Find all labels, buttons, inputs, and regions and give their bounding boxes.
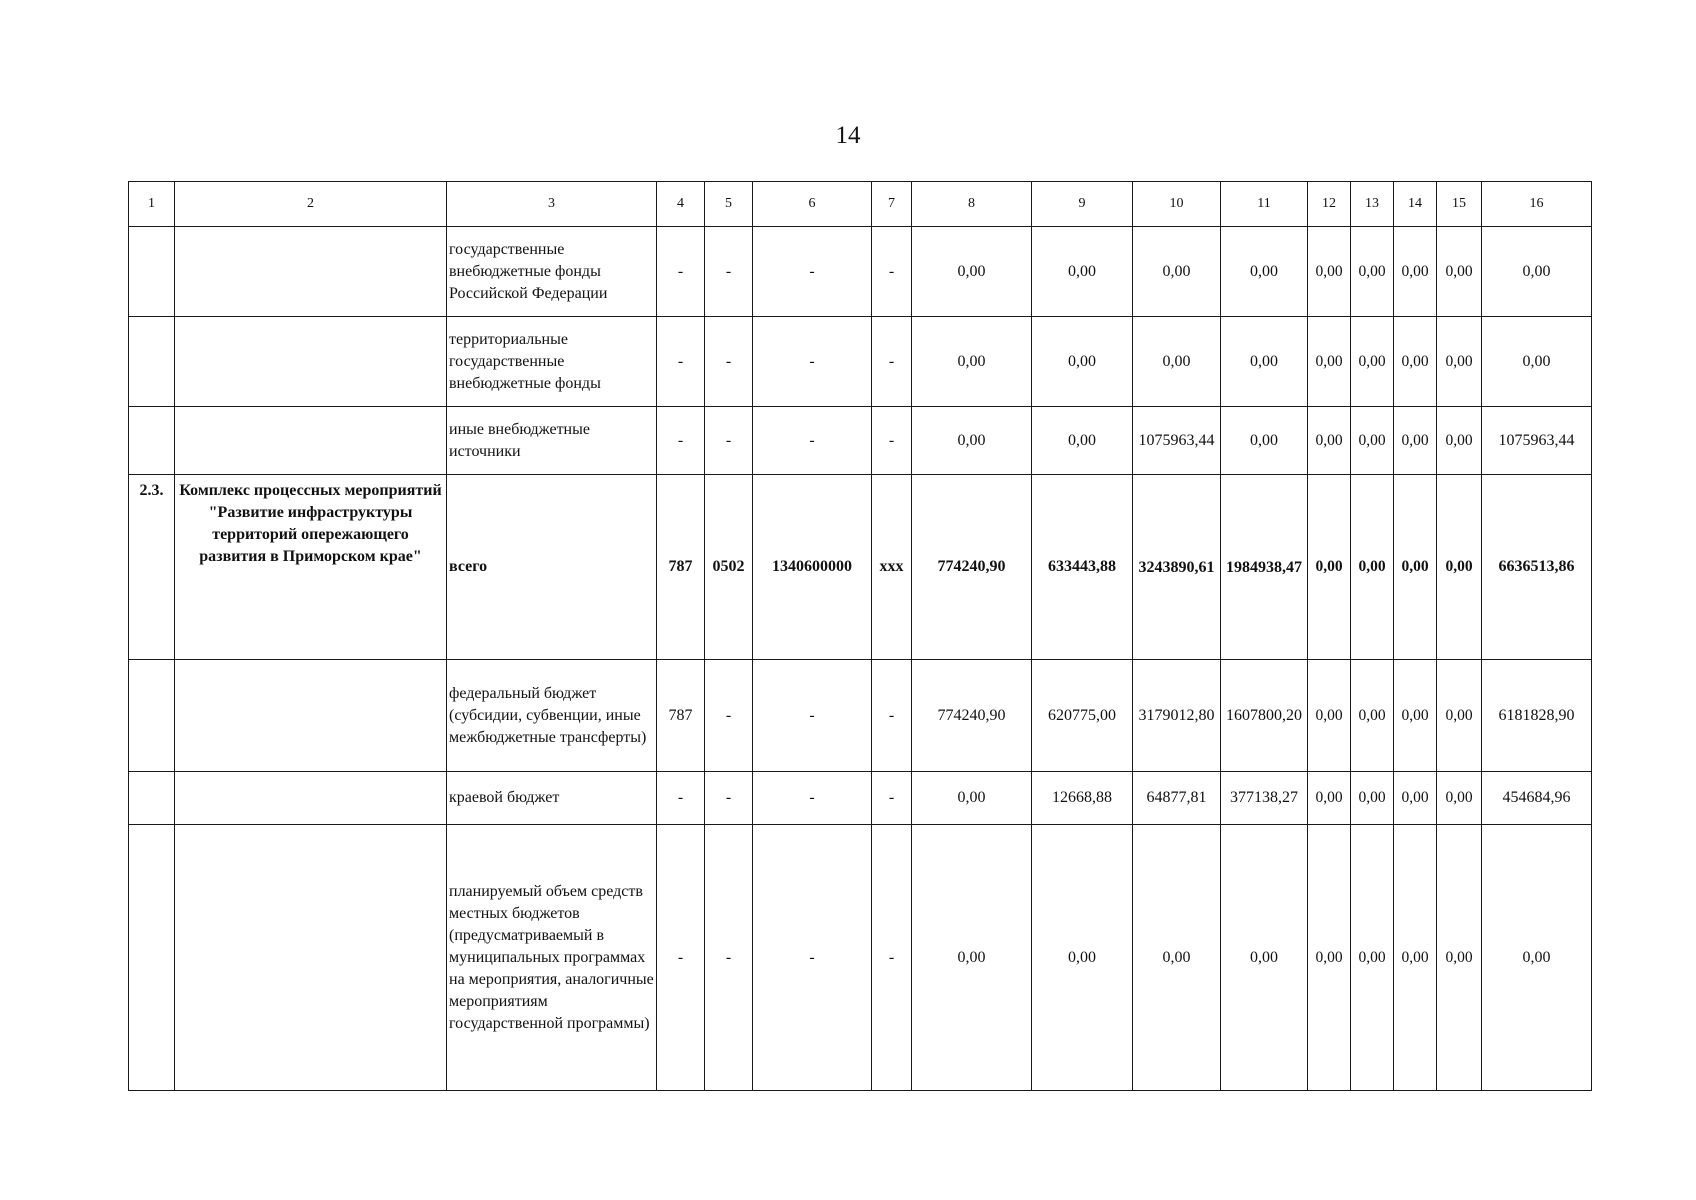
- table-row-total: [129, 475, 1592, 660]
- code-cell: -: [753, 825, 872, 1091]
- total-cell: 6636513,86: [1482, 475, 1592, 660]
- item-number-cell: [129, 407, 175, 475]
- amount-cell: 0,00: [1308, 317, 1351, 407]
- column-header: 9: [1032, 182, 1133, 227]
- amount-cell: 0,00: [1308, 407, 1351, 475]
- funding-source-cell: территориальные государственные внебюджетные фонды: [447, 317, 657, 407]
- amount-cell: 0,00: [1221, 317, 1308, 407]
- code-cell: -: [872, 227, 912, 317]
- amount-cell: 0,00: [1133, 227, 1221, 317]
- amount-cell: 0,00: [1308, 227, 1351, 317]
- code-cell: 787: [657, 660, 705, 772]
- column-header: 14: [1394, 182, 1437, 227]
- column-header: 12: [1308, 182, 1351, 227]
- funding-source-cell: планируемый объем средств местных бюджетов (предусматриваемый в муниципальных программах на мероприятия, аналогичные мероприятиям государственной программы): [447, 825, 657, 1091]
- code-cell: -: [705, 407, 753, 475]
- column-header: 11: [1221, 182, 1308, 227]
- amount-cell: 0,00: [1032, 317, 1133, 407]
- amount-cell: 774240,90: [912, 475, 1032, 660]
- amount-cell: 0,00: [912, 825, 1032, 1091]
- amount-cell: 0,00: [912, 772, 1032, 825]
- code-cell: -: [872, 407, 912, 475]
- code-cell: -: [872, 317, 912, 407]
- column-header: 7: [872, 182, 912, 227]
- amount-cell: 0,00: [1351, 772, 1394, 825]
- table-row: [129, 317, 1592, 407]
- amount-cell: 0,00: [1351, 407, 1394, 475]
- code-cell: -: [657, 407, 705, 475]
- column-header: 13: [1351, 182, 1394, 227]
- amount-cell: 0,00: [1394, 475, 1437, 660]
- table-row: [129, 772, 1592, 825]
- column-header: 15: [1437, 182, 1482, 227]
- code-cell: -: [705, 227, 753, 317]
- item-number-cell: [129, 825, 175, 1091]
- item-name-cell: [175, 660, 447, 772]
- column-number-header-row: [129, 182, 1592, 227]
- page-number: 14: [835, 122, 861, 149]
- amount-cell: 0,00: [1437, 825, 1482, 1091]
- item-name-cell: [175, 825, 447, 1091]
- amount-cell: 0,00: [1133, 317, 1221, 407]
- funding-source-cell: всего: [447, 475, 657, 660]
- amount-cell: 0,00: [912, 227, 1032, 317]
- code-cell: -: [657, 317, 705, 407]
- item-number-cell: [129, 772, 175, 825]
- amount-cell: 0,00: [1308, 772, 1351, 825]
- amount-cell: 0,00: [1032, 825, 1133, 1091]
- amount-cell: 0,00: [1351, 227, 1394, 317]
- code-cell: 787: [657, 475, 705, 660]
- column-header: 3: [447, 182, 657, 227]
- amount-cell: 0,00: [1221, 407, 1308, 475]
- table-row: [129, 660, 1592, 772]
- amount-cell: 0,00: [1394, 660, 1437, 772]
- amount-cell: 0,00: [1032, 407, 1133, 475]
- column-header: 4: [657, 182, 705, 227]
- amount-cell: 0,00: [1351, 825, 1394, 1091]
- amount-cell: 620775,00: [1032, 660, 1133, 772]
- amount-cell: 0,00: [1437, 407, 1482, 475]
- amount-cell: 0,00: [912, 407, 1032, 475]
- table-row: [129, 407, 1592, 475]
- code-cell: -: [753, 317, 872, 407]
- amount-cell: 1075963,44: [1133, 407, 1221, 475]
- amount-cell: 0,00: [1221, 227, 1308, 317]
- total-cell: 0,00: [1482, 825, 1592, 1091]
- item-name-cell: [175, 227, 447, 317]
- code-cell: -: [705, 772, 753, 825]
- amount-cell: 0,00: [1351, 660, 1394, 772]
- amount-cell: 1607800,20: [1221, 660, 1308, 772]
- total-cell: 0,00: [1482, 317, 1592, 407]
- amount-cell: 0,00: [1394, 825, 1437, 1091]
- amount-cell: 12668,88: [1032, 772, 1133, 825]
- item-name-cell: [175, 772, 447, 825]
- funding-source-cell: государственные внебюджетные фонды Российской Федерации: [447, 227, 657, 317]
- code-cell: -: [753, 227, 872, 317]
- code-cell: -: [753, 772, 872, 825]
- amount-cell: 0,00: [1394, 772, 1437, 825]
- amount-cell: 0,00: [1437, 772, 1482, 825]
- code-cell: 0502: [705, 475, 753, 660]
- column-header: 5: [705, 182, 753, 227]
- item-name-cell: [175, 407, 447, 475]
- code-cell: -: [657, 825, 705, 1091]
- amount-cell: 0,00: [1308, 475, 1351, 660]
- code-cell: -: [657, 772, 705, 825]
- code-cell: -: [705, 825, 753, 1091]
- amount-cell: 0,00: [1394, 227, 1437, 317]
- item-number-cell: [129, 660, 175, 772]
- amount-cell: 0,00: [1032, 227, 1133, 317]
- amount-cell: 64877,81: [1133, 772, 1221, 825]
- column-header: 10: [1133, 182, 1221, 227]
- item-name-cell: [175, 317, 447, 407]
- amount-cell: 0,00: [1437, 660, 1482, 772]
- column-header: 8: [912, 182, 1032, 227]
- code-cell: -: [705, 660, 753, 772]
- total-cell: 6181828,90: [1482, 660, 1592, 772]
- table-row: [129, 227, 1592, 317]
- item-number-cell: 2.3.: [129, 475, 175, 660]
- column-header: 6: [753, 182, 872, 227]
- column-header: 16: [1482, 182, 1592, 227]
- amount-cell: 3179012,80: [1133, 660, 1221, 772]
- amount-cell: 0,00: [1437, 317, 1482, 407]
- amount-cell: 0,00: [1308, 660, 1351, 772]
- amount-cell: 0,00: [1437, 227, 1482, 317]
- budget-table: [128, 181, 1592, 1091]
- code-cell: -: [872, 660, 912, 772]
- amount-cell: 3243890,61: [1133, 475, 1221, 660]
- column-header: 2: [175, 182, 447, 227]
- code-cell: 1340600000: [753, 475, 872, 660]
- amount-cell: 0,00: [912, 317, 1032, 407]
- item-number-cell: [129, 227, 175, 317]
- code-cell: -: [872, 772, 912, 825]
- amount-cell: 0,00: [1437, 475, 1482, 660]
- table-row: [129, 825, 1592, 1091]
- amount-cell: 0,00: [1351, 475, 1394, 660]
- code-cell: ххх: [872, 475, 912, 660]
- total-cell: 1075963,44: [1482, 407, 1592, 475]
- total-cell: 0,00: [1482, 227, 1592, 317]
- code-cell: -: [705, 317, 753, 407]
- code-cell: -: [872, 825, 912, 1091]
- amount-cell: 774240,90: [912, 660, 1032, 772]
- code-cell: -: [753, 407, 872, 475]
- item-name-cell: Комплекс процессных мероприятий "Развитие инфраструктуры территорий опережающего развития в Приморском крае": [175, 475, 447, 660]
- funding-source-cell: федеральный бюджет (субсидии, субвенции, иные межбюджетные трансферты): [447, 660, 657, 772]
- total-cell: 454684,96: [1482, 772, 1592, 825]
- amount-cell: 0,00: [1133, 825, 1221, 1091]
- amount-cell: 0,00: [1221, 825, 1308, 1091]
- code-cell: -: [753, 660, 872, 772]
- amount-cell: 633443,88: [1032, 475, 1133, 660]
- code-cell: -: [657, 227, 705, 317]
- amount-cell: 0,00: [1308, 825, 1351, 1091]
- amount-cell: 0,00: [1394, 317, 1437, 407]
- amount-cell: 0,00: [1394, 407, 1437, 475]
- item-number-cell: [129, 317, 175, 407]
- column-header: 1: [129, 182, 175, 227]
- amount-cell: 0,00: [1351, 317, 1394, 407]
- funding-source-cell: иные внебюджетные источники: [447, 407, 657, 475]
- funding-source-cell: краевой бюджет: [447, 772, 657, 825]
- amount-cell: 1984938,47: [1221, 475, 1308, 660]
- amount-cell: 377138,27: [1221, 772, 1308, 825]
